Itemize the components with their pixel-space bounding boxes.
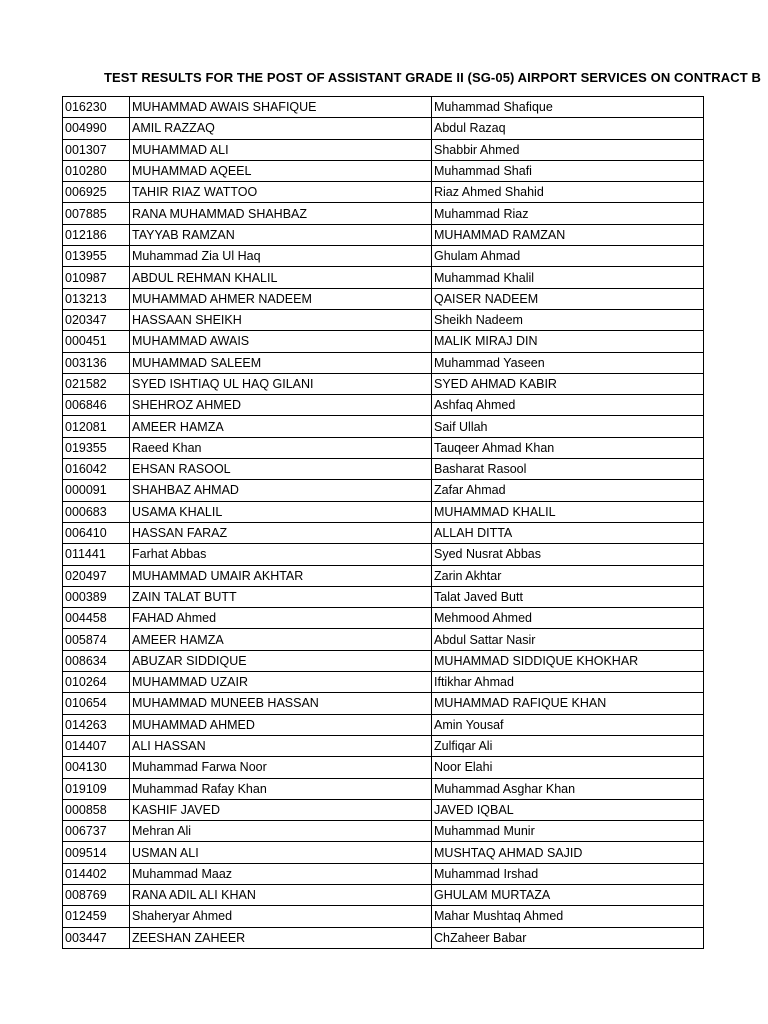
candidate-name-cell: MUHAMMAD AHMED (130, 714, 432, 735)
candidate-name-cell: ABDUL REHMAN KHALIL (130, 267, 432, 288)
roll-number-cell: 007885 (63, 203, 130, 224)
table-row (63, 246, 704, 267)
father-name-cell: Syed Nusrat Abbas (432, 544, 704, 565)
candidate-name-cell: AMEER HAMZA (130, 416, 432, 437)
table-row (63, 650, 704, 671)
father-name-cell: Iftikhar Ahmad (432, 672, 704, 693)
document-title: TEST RESULTS FOR THE POST OF ASSISTANT GRADE II (SG-05) AIRPORT SERVICES ON CONTRACT B (104, 70, 761, 85)
table-row (63, 821, 704, 842)
candidate-name-cell: TAHIR RIAZ WATTOO (130, 182, 432, 203)
roll-number-cell: 019109 (63, 778, 130, 799)
candidate-name-cell: KASHIF JAVED (130, 799, 432, 820)
table-row (63, 693, 704, 714)
roll-number-cell: 013955 (63, 246, 130, 267)
table-row (63, 160, 704, 181)
roll-number-cell: 004458 (63, 608, 130, 629)
candidate-name-cell: RANA ADIL ALI KHAN (130, 884, 432, 905)
roll-number-cell: 009514 (63, 842, 130, 863)
roll-number-cell: 000091 (63, 480, 130, 501)
candidate-name-cell: SYED ISHTIAQ UL HAQ GILANI (130, 373, 432, 394)
table-row (63, 927, 704, 948)
roll-number-cell: 020497 (63, 565, 130, 586)
table-row (63, 118, 704, 139)
roll-number-cell: 000858 (63, 799, 130, 820)
roll-number-cell: 003136 (63, 352, 130, 373)
candidate-name-cell: AMEER HAMZA (130, 629, 432, 650)
table-row (63, 906, 704, 927)
candidate-name-cell: Shaheryar Ahmed (130, 906, 432, 927)
father-name-cell: MUSHTAQ AHMAD SAJID (432, 842, 704, 863)
table-row (63, 501, 704, 522)
father-name-cell: Sheikh Nadeem (432, 309, 704, 330)
father-name-cell: ALLAH DITTA (432, 522, 704, 543)
candidate-name-cell: RANA MUHAMMAD SHAHBAZ (130, 203, 432, 224)
table-row (63, 416, 704, 437)
roll-number-cell: 008769 (63, 884, 130, 905)
roll-number-cell: 006925 (63, 182, 130, 203)
table-row (63, 352, 704, 373)
father-name-cell: SYED AHMAD KABIR (432, 373, 704, 394)
father-name-cell: GHULAM MURTAZA (432, 884, 704, 905)
candidate-name-cell: MUHAMMAD UMAIR AKHTAR (130, 565, 432, 586)
candidate-name-cell: MUHAMMAD AWAIS SHAFIQUE (130, 97, 432, 118)
table-row (63, 586, 704, 607)
father-name-cell: Zafar Ahmad (432, 480, 704, 501)
roll-number-cell: 021582 (63, 373, 130, 394)
candidate-name-cell: MUHAMMAD MUNEEB HASSAN (130, 693, 432, 714)
table-row (63, 884, 704, 905)
candidate-name-cell: EHSAN RASOOL (130, 459, 432, 480)
roll-number-cell: 013213 (63, 288, 130, 309)
father-name-cell: Riaz Ahmed Shahid (432, 182, 704, 203)
candidate-name-cell: AMIL RAZZAQ (130, 118, 432, 139)
roll-number-cell: 019355 (63, 437, 130, 458)
table-row (63, 373, 704, 394)
roll-number-cell: 006846 (63, 395, 130, 416)
roll-number-cell: 012459 (63, 906, 130, 927)
candidate-name-cell: Muhammad Rafay Khan (130, 778, 432, 799)
father-name-cell: Ashfaq Ahmed (432, 395, 704, 416)
father-name-cell: Muhammad Shafique (432, 97, 704, 118)
table-row (63, 608, 704, 629)
table-row (63, 224, 704, 245)
father-name-cell: MUHAMMAD RAFIQUE KHAN (432, 693, 704, 714)
father-name-cell: MUHAMMAD KHALIL (432, 501, 704, 522)
candidate-name-cell: MUHAMMAD AHMER NADEEM (130, 288, 432, 309)
table-row (63, 757, 704, 778)
candidate-name-cell: Muhammad Maaz (130, 863, 432, 884)
candidate-name-cell: USAMA KHALIL (130, 501, 432, 522)
candidate-name-cell: Farhat Abbas (130, 544, 432, 565)
candidate-name-cell: ALI HASSAN (130, 735, 432, 756)
roll-number-cell: 010654 (63, 693, 130, 714)
father-name-cell: Noor Elahi (432, 757, 704, 778)
candidate-name-cell: Muhammad Zia Ul Haq (130, 246, 432, 267)
father-name-cell: Mehmood Ahmed (432, 608, 704, 629)
roll-number-cell: 011441 (63, 544, 130, 565)
candidate-name-cell: Mehran Ali (130, 821, 432, 842)
candidate-name-cell: SHAHBAZ AHMAD (130, 480, 432, 501)
table-row (63, 842, 704, 863)
candidate-name-cell: MUHAMMAD UZAIR (130, 672, 432, 693)
table-row (63, 565, 704, 586)
candidate-name-cell: TAYYAB RAMZAN (130, 224, 432, 245)
roll-number-cell: 000389 (63, 586, 130, 607)
roll-number-cell: 006737 (63, 821, 130, 842)
father-name-cell: Muhammad Shafi (432, 160, 704, 181)
father-name-cell: Mahar Mushtaq Ahmed (432, 906, 704, 927)
roll-number-cell: 000451 (63, 331, 130, 352)
table-row (63, 522, 704, 543)
table-row (63, 309, 704, 330)
table-row (63, 267, 704, 288)
roll-number-cell: 003447 (63, 927, 130, 948)
candidate-name-cell: HASSAN FARAZ (130, 522, 432, 543)
father-name-cell: Muhammad Yaseen (432, 352, 704, 373)
roll-number-cell: 016042 (63, 459, 130, 480)
roll-number-cell: 020347 (63, 309, 130, 330)
roll-number-cell: 012081 (63, 416, 130, 437)
roll-number-cell: 010987 (63, 267, 130, 288)
father-name-cell: Tauqeer Ahmad Khan (432, 437, 704, 458)
results-table-body (63, 97, 704, 949)
table-row (63, 714, 704, 735)
candidate-name-cell: ZEESHAN ZAHEER (130, 927, 432, 948)
roll-number-cell: 016230 (63, 97, 130, 118)
candidate-name-cell: USMAN ALI (130, 842, 432, 863)
table-row (63, 395, 704, 416)
table-row (63, 863, 704, 884)
father-name-cell: MUHAMMAD SIDDIQUE KHOKHAR (432, 650, 704, 671)
candidate-name-cell: Raeed Khan (130, 437, 432, 458)
table-row (63, 331, 704, 352)
table-row (63, 778, 704, 799)
candidate-name-cell: MUHAMMAD SALEEM (130, 352, 432, 373)
father-name-cell: Amin Yousaf (432, 714, 704, 735)
candidate-name-cell: MUHAMMAD ALI (130, 139, 432, 160)
roll-number-cell: 014402 (63, 863, 130, 884)
roll-number-cell: 014407 (63, 735, 130, 756)
candidate-name-cell: SHEHROZ AHMED (130, 395, 432, 416)
father-name-cell: Basharat Rasool (432, 459, 704, 480)
father-name-cell: Muhammad Irshad (432, 863, 704, 884)
father-name-cell: Saif Ullah (432, 416, 704, 437)
table-row (63, 799, 704, 820)
roll-number-cell: 005874 (63, 629, 130, 650)
table-row (63, 459, 704, 480)
table-row (63, 437, 704, 458)
father-name-cell: Muhammad Khalil (432, 267, 704, 288)
roll-number-cell: 004990 (63, 118, 130, 139)
father-name-cell: ChZaheer Babar (432, 927, 704, 948)
table-row (63, 139, 704, 160)
table-row (63, 203, 704, 224)
father-name-cell: Ghulam Ahmad (432, 246, 704, 267)
candidate-name-cell: ZAIN TALAT BUTT (130, 586, 432, 607)
father-name-cell: MALIK MIRAJ DIN (432, 331, 704, 352)
table-row (63, 735, 704, 756)
candidate-name-cell: MUHAMMAD AWAIS (130, 331, 432, 352)
roll-number-cell: 010280 (63, 160, 130, 181)
roll-number-cell: 014263 (63, 714, 130, 735)
candidate-name-cell: Muhammad Farwa Noor (130, 757, 432, 778)
table-row (63, 182, 704, 203)
roll-number-cell: 008634 (63, 650, 130, 671)
father-name-cell: Zulfiqar Ali (432, 735, 704, 756)
father-name-cell: Muhammad Asghar Khan (432, 778, 704, 799)
father-name-cell: Muhammad Riaz (432, 203, 704, 224)
father-name-cell: Abdul Razaq (432, 118, 704, 139)
candidate-name-cell: FAHAD Ahmed (130, 608, 432, 629)
father-name-cell: Talat Javed Butt (432, 586, 704, 607)
candidate-name-cell: MUHAMMAD AQEEL (130, 160, 432, 181)
father-name-cell: MUHAMMAD RAMZAN (432, 224, 704, 245)
candidate-name-cell: HASSAAN SHEIKH (130, 309, 432, 330)
roll-number-cell: 006410 (63, 522, 130, 543)
table-row (63, 629, 704, 650)
father-name-cell: Zarin Akhtar (432, 565, 704, 586)
table-row (63, 288, 704, 309)
father-name-cell: JAVED IQBAL (432, 799, 704, 820)
roll-number-cell: 004130 (63, 757, 130, 778)
father-name-cell: QAISER NADEEM (432, 288, 704, 309)
results-table (62, 96, 704, 949)
table-row (63, 672, 704, 693)
father-name-cell: Muhammad Munir (432, 821, 704, 842)
roll-number-cell: 010264 (63, 672, 130, 693)
father-name-cell: Shabbir Ahmed (432, 139, 704, 160)
table-row (63, 544, 704, 565)
roll-number-cell: 012186 (63, 224, 130, 245)
father-name-cell: Abdul Sattar Nasir (432, 629, 704, 650)
roll-number-cell: 000683 (63, 501, 130, 522)
candidate-name-cell: ABUZAR SIDDIQUE (130, 650, 432, 671)
roll-number-cell: 001307 (63, 139, 130, 160)
table-row (63, 480, 704, 501)
table-row (63, 97, 704, 118)
